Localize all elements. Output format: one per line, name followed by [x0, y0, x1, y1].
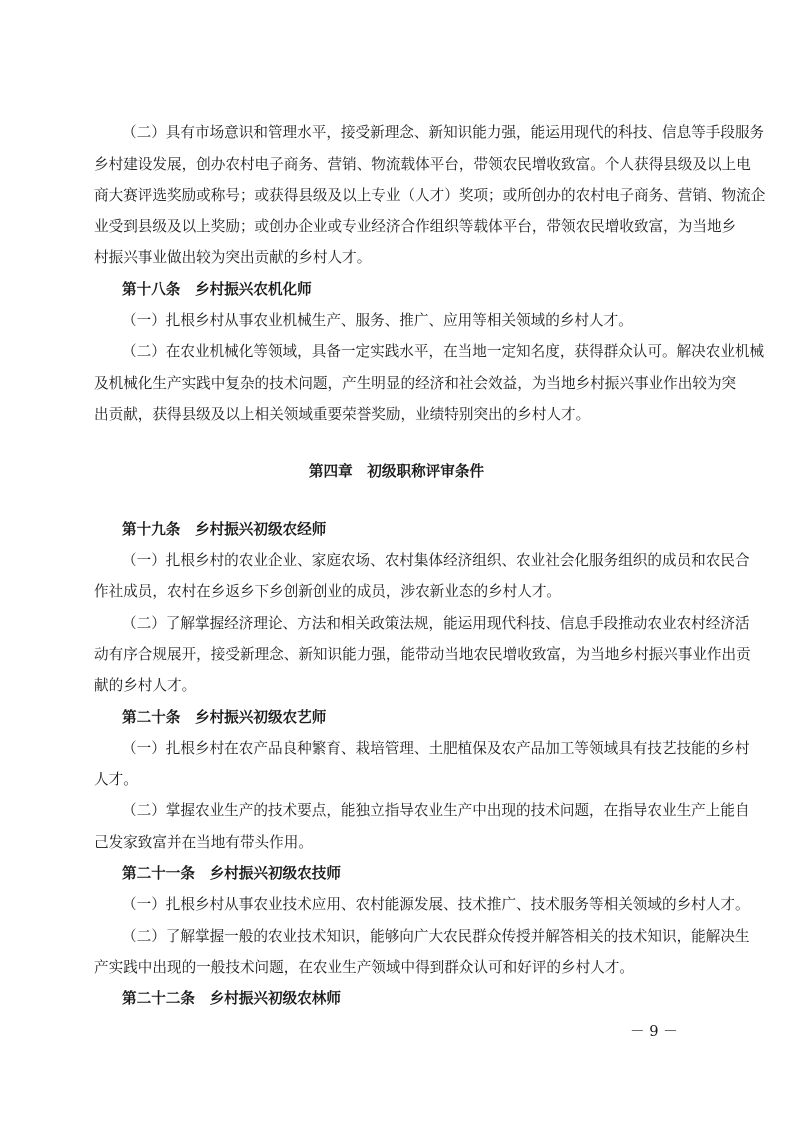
- paragraph-line: 献的乡村人才。: [94, 677, 197, 694]
- paragraph-line: （二）了解掌握一般的农业技术知识，能够向广大农民群众传授并解答相关的技术知识，能解决生: [122, 928, 750, 945]
- paragraph-line: 业受到县级及以上奖励；或创办企业或专业经济合作组织等载体平台，带领农民增收致富，为当地乡: [94, 218, 737, 235]
- paragraph-line: （一）扎根乡村从事农业机械生产、服务、推广、应用等相关领域的乡村人才。: [122, 312, 633, 329]
- article-heading: 第二十二条 乡村振兴初级农林师: [122, 990, 341, 1007]
- article-heading: 第二十一条 乡村振兴初级农技师: [122, 865, 341, 882]
- paragraph-line: 人才。: [94, 771, 138, 788]
- paragraph-line: 商大赛评选奖励或称号；或获得县级及以上专业（人才）奖项；或所创办的农村电子商务、营销、物流企: [94, 187, 766, 204]
- paragraph-line: （一）扎根乡村从事农业技术应用、农村能源发展、技术推广、技术服务等相关领域的乡村人才。: [122, 896, 750, 913]
- paragraph-line: （一）扎根乡村的农业企业、家庭农场、农村集体经济组织、农业社会化服务组织的成员和农民合: [122, 552, 750, 569]
- article-heading: 第十八条 乡村振兴农机化师: [122, 281, 312, 298]
- paragraph-line: 乡村建设发展，创办农村电子商务、营销、物流载体平台，带领农民增收致富。个人获得县级及以上电: [94, 156, 751, 173]
- article-heading: 第十九条 乡村振兴初级农经师: [122, 521, 327, 538]
- paragraph-line: （二）具有市场意识和管理水平，接受新理念、新知识能力强，能运用现代的科技、信息等手段服务: [122, 124, 765, 141]
- paragraph-line: 动有序合规展开，接受新理念、新知识能力强，能带动当地农民增收致富，为当地乡村振兴事业作出贡: [94, 646, 751, 663]
- paragraph-line: 出贡献，获得县级及以上相关领域重要荣誉奖励，业绩特别突出的乡村人才。: [94, 406, 591, 423]
- paragraph-line: 作社成员，农村在乡返乡下乡创新创业的成员，涉农新业态的乡村人才。: [94, 583, 562, 600]
- paragraph-line: （二）在农业机械化等领域，具备一定实践水平，在当地一定知名度，获得群众认可。解决农业机械: [122, 343, 765, 360]
- paragraph-line: 村振兴事业做出较为突出贡献的乡村人才。: [94, 249, 372, 266]
- paragraph-line: 产实践中出现的一般技术问题，在农业生产领域中得到群众认可和好评的乡村人才。: [94, 959, 634, 976]
- paragraph-line: （二）了解掌握经济理论、方法和相关政策法规，能运用现代科技、信息手段推动农业农村经济活: [122, 615, 750, 632]
- paragraph-line: 及机械化生产实践中复杂的技术问题，产生明显的经济和社会效益，为当地乡村振兴事业作出较为突: [94, 375, 737, 392]
- paragraph-line: （二）掌握农业生产的技术要点，能独立指导农业生产中出现的技术问题，在指导农业生产上能自: [122, 802, 750, 819]
- paragraph-line: （一）扎根乡村在农产品良种繁育、栽培管理、土肥植保及农产品加工等领域具有技艺技能的乡村: [122, 740, 750, 757]
- paragraph-line: 己发家致富并在当地有带头作用。: [94, 834, 313, 851]
- article-heading: 第二十条 乡村振兴初级农艺师: [122, 709, 327, 726]
- page-number: － 9 －: [630, 1023, 678, 1040]
- chapter-heading: 第四章 初级职称评审条件: [308, 463, 485, 480]
